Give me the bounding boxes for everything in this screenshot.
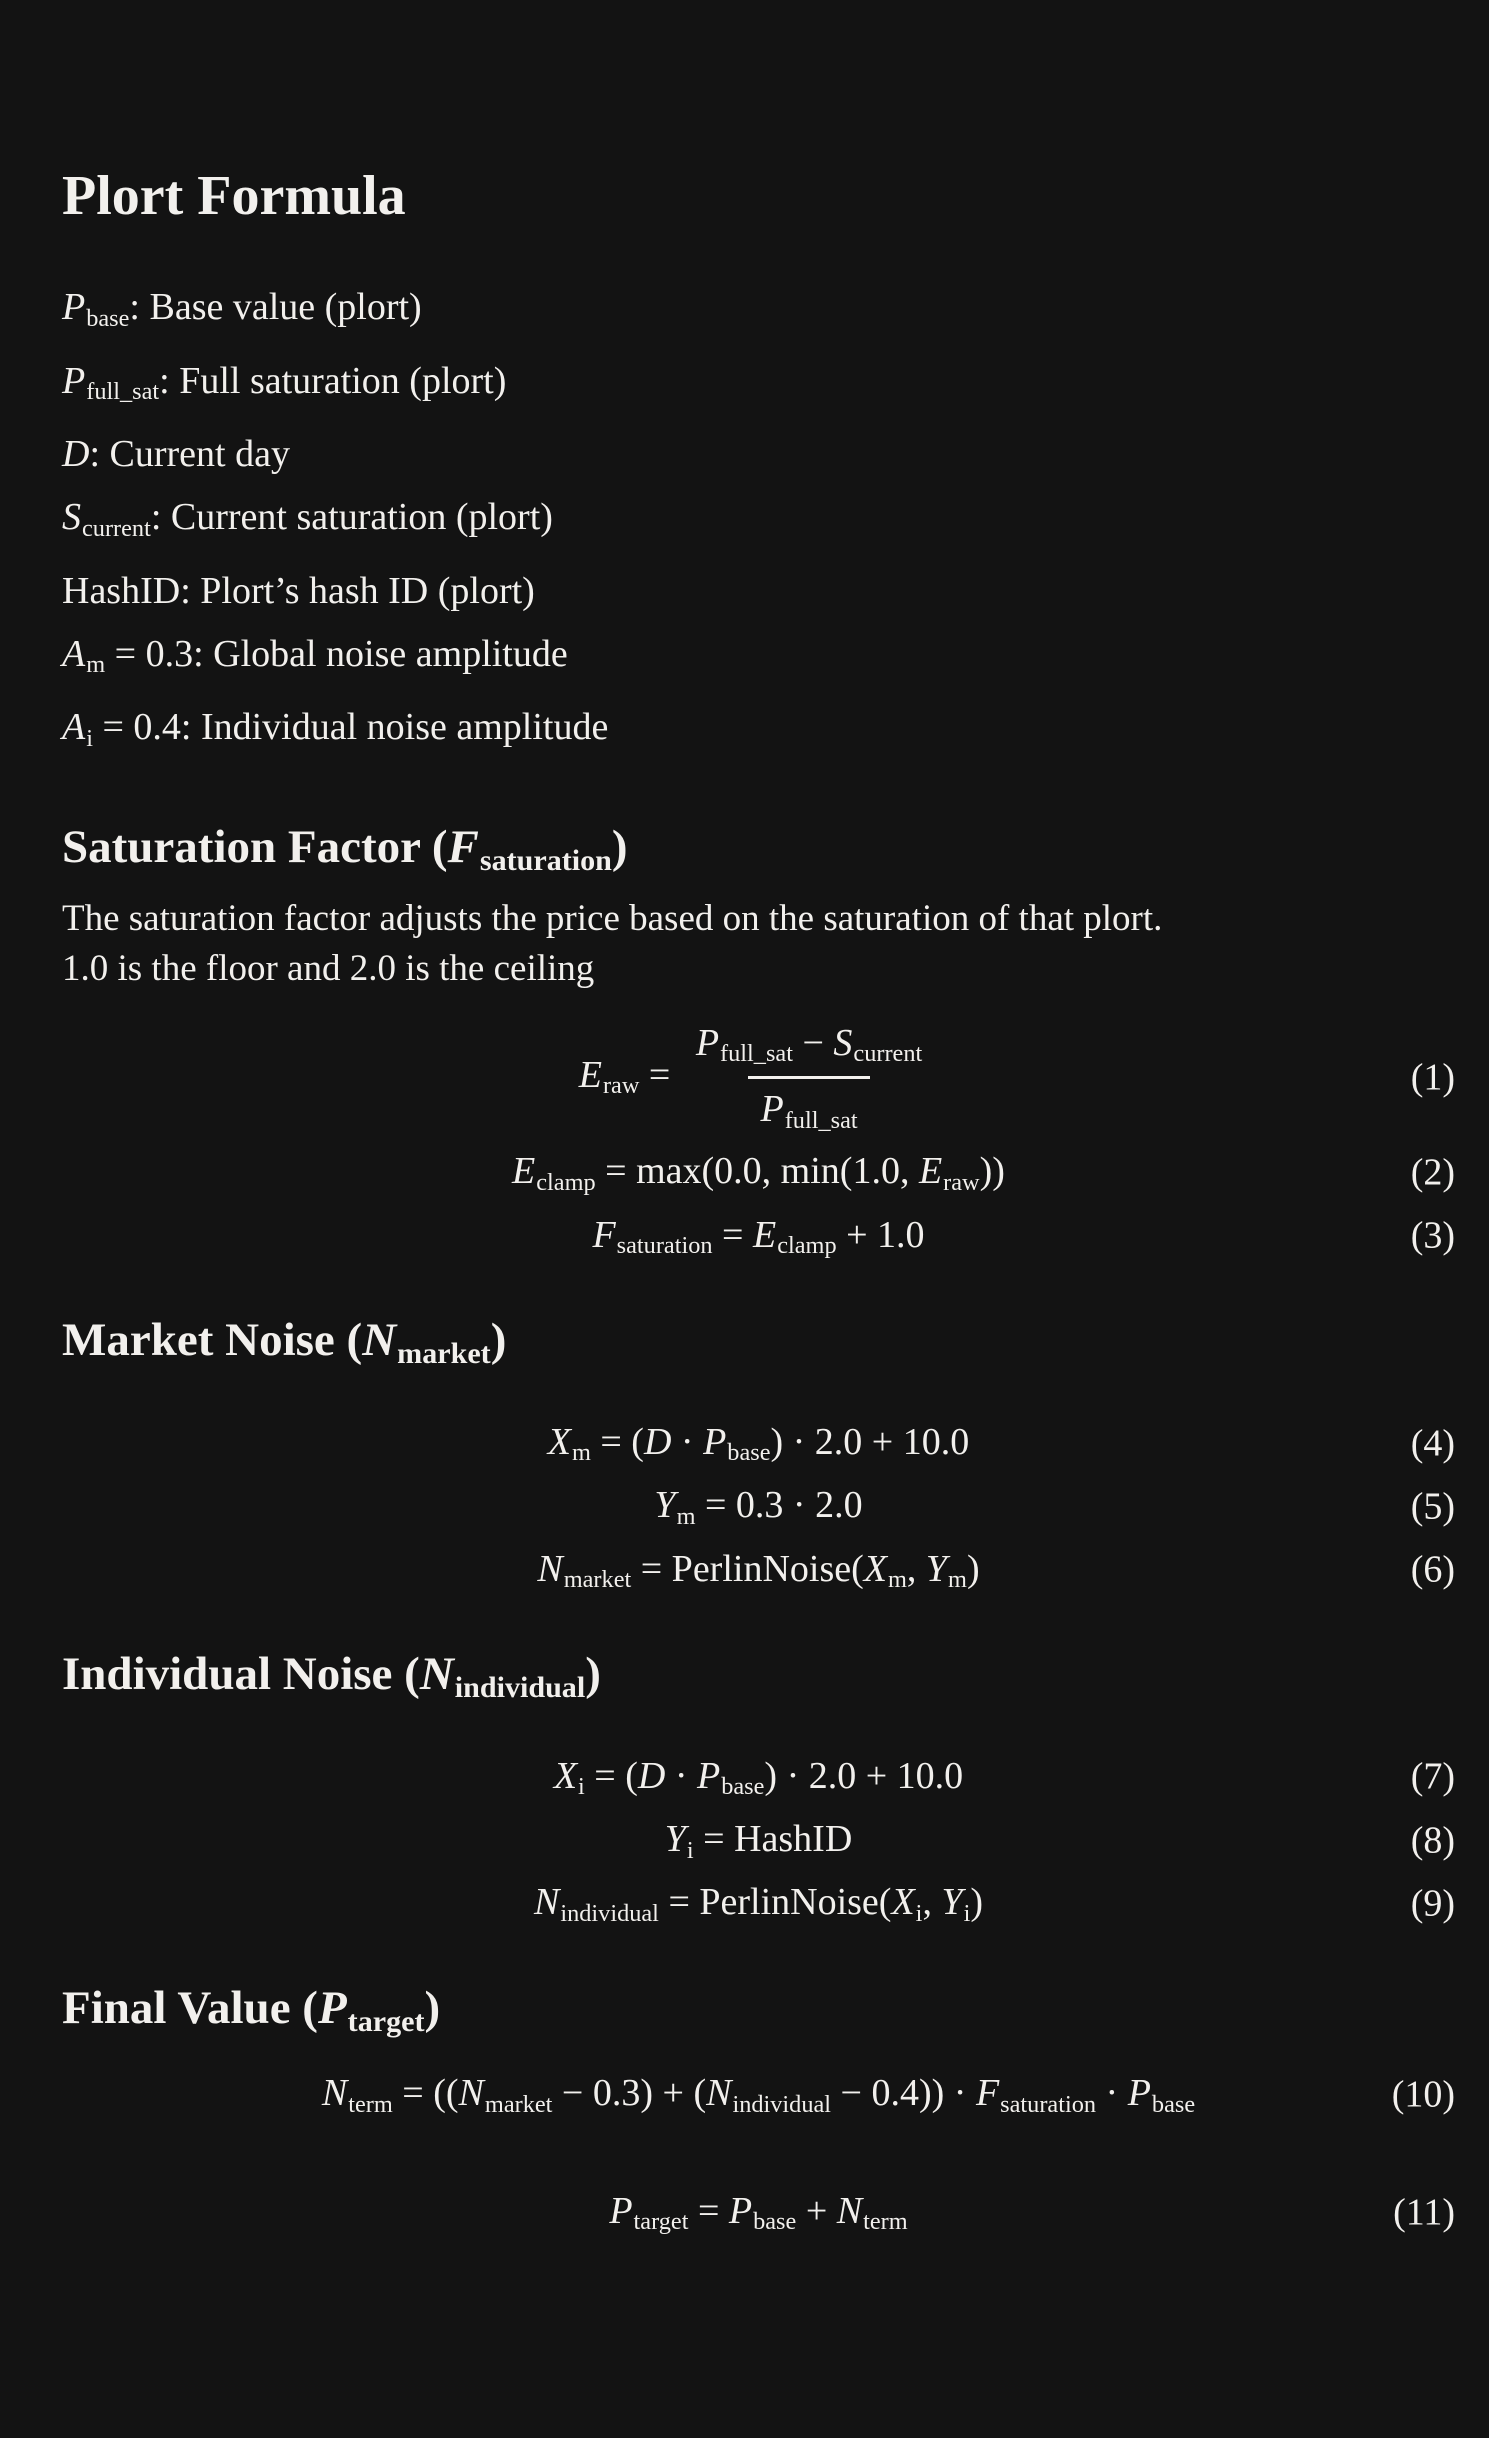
math-text: HashID: Plort’s hash ID (plort) — [62, 569, 535, 612]
equation-number: (11) — [1393, 2190, 1455, 2233]
math-subscript: m — [948, 1566, 967, 1594]
math-variable: S — [62, 496, 81, 539]
math-subscript: current — [82, 514, 151, 542]
math-text: = — [688, 2189, 729, 2232]
math-variable: E — [752, 1213, 777, 1256]
math-variable: P — [62, 286, 86, 328]
math-variable: N — [419, 1647, 454, 1700]
equation-number: (8) — [1410, 1819, 1455, 1862]
math-variable: P — [703, 1420, 727, 1463]
math-subscript: individual — [454, 1670, 586, 1705]
definitions-list — [62, 276, 1455, 770]
math-variable: E — [918, 1150, 943, 1193]
equation-body — [548, 1417, 970, 1470]
equation-body — [554, 1751, 963, 1804]
equation-body — [534, 1877, 983, 1930]
math-variable: P — [728, 2189, 753, 2232]
math-subscript: clamp — [777, 1232, 837, 1260]
math-subscript: full_sat — [720, 1040, 793, 1068]
equation-body — [322, 2068, 1195, 2121]
math-text: = HashID — [693, 1818, 853, 1861]
math-variable: N — [362, 1314, 397, 1367]
math-variable: F — [447, 820, 479, 873]
math-subscript: raw — [943, 1168, 980, 1196]
math-subscript: saturation — [1000, 2091, 1097, 2119]
math-variable: D — [62, 433, 90, 476]
math-text: + — [796, 2189, 837, 2232]
page-title: Plort Formula — [62, 165, 406, 227]
equation — [62, 2068, 1455, 2121]
math-variable: D — [643, 1420, 672, 1463]
definition-line — [62, 623, 1455, 697]
math-text: : Current saturation (plort) — [150, 496, 553, 539]
math-variable: N — [458, 2072, 484, 2115]
equation-body — [665, 1814, 853, 1867]
math-text: = (( — [392, 2072, 459, 2115]
definition-line — [62, 486, 1455, 560]
math-text: · — [665, 1754, 697, 1797]
math-text: ) — [970, 1881, 983, 1924]
math-subscript: m — [676, 1502, 696, 1530]
math-text: = 0.3: Global noise amplitude — [105, 632, 568, 675]
math-text: − 0.4)) · — [831, 2072, 976, 2115]
math-variable: P — [697, 1754, 721, 1797]
math-text: ) · 2.0 + 10.0 — [770, 1420, 970, 1463]
math-text: ) — [585, 1647, 601, 1700]
math-text: = PerlinNoise( — [658, 1881, 892, 1924]
math-variable: Y — [941, 1881, 963, 1924]
math-subscript: base — [753, 2208, 797, 2236]
math-text: = 0.4: Individual noise amplitude — [92, 706, 609, 749]
math-variable: A — [62, 706, 86, 749]
math-variable: Y — [654, 1484, 676, 1527]
math-subscript: i — [86, 724, 93, 752]
math-subscript: m — [86, 651, 106, 679]
equation — [62, 1417, 1455, 1470]
math-variable: Y — [925, 1547, 948, 1590]
math-text: · — [671, 1420, 704, 1463]
equation-body — [592, 1210, 924, 1263]
math-subscript: target — [633, 2208, 689, 2236]
equation-body — [579, 1020, 939, 1137]
math-subscript: individual — [560, 1899, 659, 1927]
math-variable: P — [760, 1088, 784, 1131]
math-text: ) — [424, 1981, 441, 2034]
math-variable: P — [1127, 2072, 1151, 2115]
math-subscript: saturation — [616, 1232, 713, 1260]
math-variable: N — [836, 2189, 863, 2232]
math-text: − — [792, 1021, 834, 1064]
math-text: , — [906, 1547, 926, 1590]
section-heading — [62, 1981, 1455, 2039]
math-text: = — [712, 1213, 753, 1256]
math-text: : Current day — [89, 433, 290, 476]
math-text: + 1.0 — [836, 1213, 925, 1256]
math-variable: D — [637, 1754, 666, 1797]
math-text: ) · 2.0 + 10.0 — [764, 1754, 964, 1797]
math-variable: E — [578, 1053, 602, 1096]
math-variable: X — [891, 1881, 915, 1924]
section — [62, 1647, 1455, 1931]
math-subscript: market — [563, 1566, 632, 1594]
section-paragraph — [62, 894, 1455, 994]
definition-line — [62, 560, 1455, 623]
math-subscript: raw — [602, 1072, 640, 1100]
math-subscript: clamp — [536, 1168, 596, 1196]
math-variable: X — [553, 1754, 578, 1797]
equation-body — [654, 1480, 862, 1533]
math-variable: Y — [664, 1818, 686, 1861]
math-subscript: term — [348, 2091, 393, 2119]
math-variable: F — [975, 2072, 1000, 2115]
definition-line — [62, 696, 1455, 770]
math-subscript: base — [86, 304, 130, 332]
math-text: : Base value (plort) — [129, 286, 422, 328]
math-variable: N — [537, 1547, 563, 1590]
equation-list — [62, 2068, 1455, 2239]
equation — [62, 1544, 1455, 1597]
equation-body — [512, 1146, 1005, 1199]
math-text: = ( — [590, 1420, 644, 1463]
math-subscript: i — [686, 1836, 694, 1864]
math-subscript: term — [863, 2208, 908, 2236]
math-subscript: m — [887, 1566, 907, 1594]
equation-number: (2) — [1410, 1151, 1455, 1194]
math-text: = ( — [584, 1754, 638, 1797]
math-variable: N — [533, 1881, 560, 1924]
definition-line — [62, 423, 1455, 486]
math-text: : Full saturation (plort) — [159, 359, 507, 402]
math-variable: S — [833, 1021, 853, 1064]
equation — [62, 2186, 1455, 2239]
math-text: = PerlinNoise( — [631, 1547, 864, 1590]
equation-body — [609, 2186, 907, 2239]
sections — [62, 820, 1455, 2239]
math-text: = max(0.0, min(1.0, — [595, 1150, 919, 1193]
math-text: ) — [966, 1547, 980, 1590]
math-text: , — [922, 1881, 942, 1924]
fraction-denominator — [748, 1076, 869, 1136]
equation — [62, 1751, 1455, 1804]
math-text: )) — [979, 1150, 1005, 1193]
math-subscript: i — [578, 1773, 585, 1801]
math-subscript: i — [963, 1899, 971, 1927]
equation — [62, 1146, 1455, 1199]
math-text: = — [639, 1053, 680, 1096]
equation-number: (5) — [1410, 1485, 1455, 1528]
math-text: − 0.3) + ( — [552, 2072, 707, 2115]
math-subscript: current — [853, 1040, 923, 1068]
math-variable: X — [863, 1547, 887, 1590]
equation-number: (7) — [1410, 1755, 1455, 1798]
section — [62, 820, 1455, 1263]
equation — [62, 1210, 1455, 1263]
math-variable: P — [695, 1021, 720, 1064]
equation-list — [62, 1751, 1455, 1931]
equation — [62, 1480, 1455, 1533]
math-subscript: m — [571, 1439, 591, 1467]
equation-list — [62, 1417, 1455, 1597]
math-subscript: full_sat — [784, 1107, 858, 1135]
definition-line — [62, 350, 1455, 424]
math-text: Final Value ( — [62, 1981, 318, 2034]
fraction — [684, 1020, 934, 1137]
math-subscript: market — [397, 1336, 491, 1371]
math-text: · — [1096, 2072, 1128, 2115]
math-variable: P — [609, 2189, 633, 2232]
paragraph-line: The saturation factor adjusts the price based on the saturation of that plort. — [62, 897, 1163, 939]
equation-number: (6) — [1410, 1548, 1455, 1591]
equation-number: (4) — [1410, 1421, 1455, 1464]
math-subscript: market — [484, 2091, 553, 2119]
math-subscript: saturation — [479, 842, 612, 877]
section-heading — [62, 820, 1455, 878]
paragraph-line: 1.0 is the floor and 2.0 is the ceiling — [62, 947, 595, 989]
math-variable: E — [512, 1150, 536, 1193]
math-subscript: target — [347, 2003, 425, 2038]
section-heading — [62, 1313, 1455, 1371]
math-variable: P — [62, 359, 86, 402]
equation-number: (3) — [1410, 1214, 1455, 1257]
equation — [62, 1020, 1455, 1137]
math-variable: N — [321, 2072, 348, 2115]
math-variable: F — [592, 1213, 616, 1256]
math-variable: A — [62, 632, 86, 675]
math-subscript: base — [727, 1439, 771, 1467]
equation-number: (9) — [1410, 1882, 1455, 1925]
section-heading — [62, 1647, 1455, 1705]
math-subscript: full_sat — [86, 378, 160, 406]
math-variable: X — [547, 1420, 571, 1463]
math-text: ) — [611, 820, 628, 873]
equation-body — [537, 1544, 979, 1597]
equation-list — [62, 1020, 1455, 1264]
math-subscript: i — [915, 1899, 923, 1927]
math-text: Market Noise ( — [62, 1314, 363, 1367]
equation-number: (1) — [1410, 1056, 1455, 1099]
math-subscript: base — [1151, 2091, 1196, 2119]
math-subscript: base — [721, 1773, 765, 1801]
math-variable: P — [317, 1981, 347, 2034]
equation — [62, 1877, 1455, 1930]
math-text: Individual Noise ( — [62, 1647, 420, 1700]
math-text: = 0.3 · 2.0 — [695, 1484, 863, 1527]
fraction-numerator — [684, 1020, 934, 1077]
math-text: ) — [490, 1314, 507, 1367]
equation — [62, 1814, 1455, 1867]
equation-number: (10) — [1391, 2073, 1455, 2116]
math-variable: N — [706, 2072, 732, 2115]
math-subscript: individual — [732, 2091, 832, 2119]
math-text: Saturation Factor ( — [62, 820, 448, 873]
definition-line — [62, 276, 1455, 350]
section — [62, 1981, 1455, 2239]
section — [62, 1313, 1455, 1597]
